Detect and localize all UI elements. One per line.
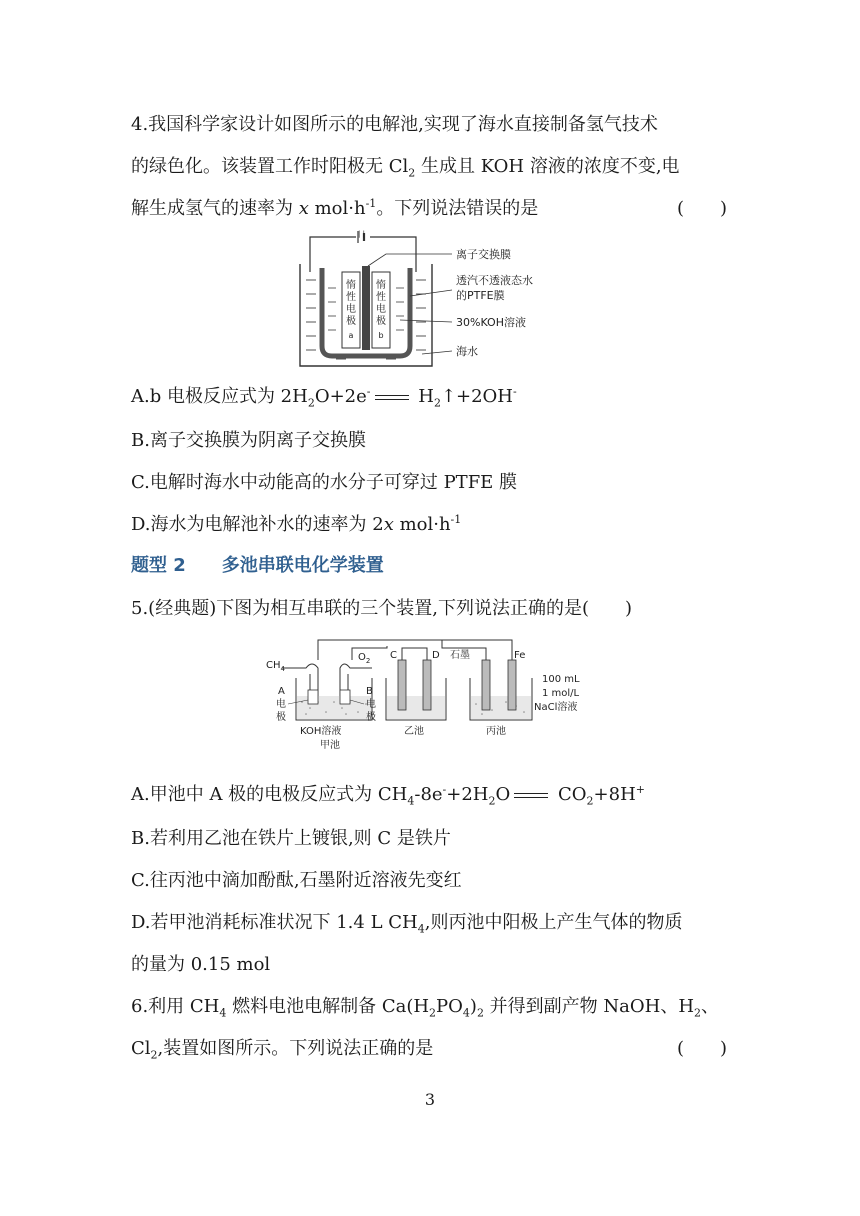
label-nacl-concentration: 1 mol/L xyxy=(542,688,580,699)
label-nacl-volume: 100 mL xyxy=(542,674,580,685)
svg-text:A: A xyxy=(278,686,285,697)
q4-option-b: B.离子交换膜为阴离子交换膜 xyxy=(131,430,366,451)
label-nacl-solution: NaCl溶液 xyxy=(534,702,578,713)
q5-series-cells-diagram xyxy=(262,634,602,760)
label-yi-cell: 乙池 xyxy=(404,726,424,737)
q4-option-a: A.b 电极反应式为 $2H_2O+2e^-$ $H_2↑+2OH^-$ xyxy=(131,385,517,410)
label-electrode-b xyxy=(366,686,376,723)
svg-text:电: 电 xyxy=(276,699,286,710)
label-seawater: 海水 xyxy=(456,345,478,358)
q4-stem-line2: 的绿色化。该装置工作时阳极无 $Cl_2$ 生成且 KOH 溶液的浓度不变,电 xyxy=(131,156,680,180)
svg-text:极: 极 xyxy=(346,316,356,327)
equal-sign xyxy=(514,793,548,798)
label-fe: Fe xyxy=(514,650,526,661)
svg-text:B: B xyxy=(366,686,373,697)
q5-stem: 5.(经典题)下图为相互串联的三个装置,下列说法正确的是( ) xyxy=(131,598,632,619)
q4-stem-line3: 解生成氢气的速率为 x $mol\cdot h^{-1}$。下列说法错误的是 xyxy=(131,197,539,219)
q5-option-d-line2: 的量为 0.15 mol xyxy=(131,954,271,975)
q6-answer-blank: ( ) xyxy=(677,1038,728,1059)
svg-text:a: a xyxy=(348,331,354,340)
equal-sign xyxy=(375,395,409,400)
label-c: C xyxy=(390,650,397,661)
svg-text:b: b xyxy=(378,331,384,340)
label-ptfe-line1: 透汽不透液态水 xyxy=(456,274,533,287)
svg-text:电: 电 xyxy=(376,304,386,315)
section-heading: 题型 2 多池串联电化学装置 xyxy=(131,555,384,576)
q6-stem-line2: $Cl_2$,装置如图所示。下列说法正确的是 xyxy=(131,1038,434,1062)
q4-stem-line1: 4.我国科学家设计如图所示的电解池,实现了海水直接制备氢气技术 xyxy=(131,114,658,135)
label-electrode-a xyxy=(276,686,286,723)
label-ion-membrane: 离子交换膜 xyxy=(456,248,511,261)
q4-electrolysis-diagram xyxy=(296,228,566,370)
svg-text:惰: 惰 xyxy=(346,280,356,291)
q4-option-d: D.海水为电解池补水的速率为 2x $mol\cdot h^{-1}$ xyxy=(131,513,462,535)
label-koh: 30%KOH溶液 xyxy=(456,316,526,329)
q5-option-b: B.若利用乙池在铁片上镀银,则 C 是铁片 xyxy=(131,828,451,849)
q5-option-c: C.往丙池中滴加酚酞,石墨附近溶液先变红 xyxy=(131,870,462,891)
q6-stem-line1: 6.利用 $CH_4$ 燃料电池电解制备 $Ca(H_2PO_4)_2$ 并得到副产物 NaOH、$H_2$、 xyxy=(131,996,720,1020)
label-koh-solution: KOH溶液 xyxy=(300,726,342,737)
label-ch4: $CH_4$ xyxy=(266,660,285,673)
label-d: D xyxy=(432,650,440,661)
svg-text:极: 极 xyxy=(366,712,376,723)
label-bing-cell: 丙池 xyxy=(486,726,506,737)
q5-option-d-line1: D.若甲池消耗标准状况下 1.4 L $CH_4$,则丙池中阳极上产生气体的物质 xyxy=(131,912,683,936)
svg-text:极: 极 xyxy=(376,316,386,327)
label-ptfe-line2: 的PTFE膜 xyxy=(456,289,505,302)
q4-option-c: C.电解时海水中动能高的水分子可穿过 PTFE 膜 xyxy=(131,472,518,493)
q4-answer-blank: ( ) xyxy=(677,198,728,219)
svg-text:极: 极 xyxy=(276,712,286,723)
svg-text:惰: 惰 xyxy=(376,280,386,291)
battery-symbol: | | xyxy=(358,230,365,238)
svg-text:电: 电 xyxy=(346,304,356,315)
label-jia-cell: 甲池 xyxy=(320,740,340,751)
label-graphite: 石墨 xyxy=(450,650,470,661)
page-number: 3 xyxy=(424,1090,436,1109)
svg-text:电: 电 xyxy=(366,699,376,710)
label-o2: $O_2$ xyxy=(358,652,371,665)
svg-text:性: 性 xyxy=(346,292,356,303)
q5-option-a: A.甲池中 A 极的电极反应式为 $CH_4-8e^-+2H_2O$ $CO_2+8H^+$ xyxy=(131,783,645,808)
svg-text:性: 性 xyxy=(376,292,386,303)
